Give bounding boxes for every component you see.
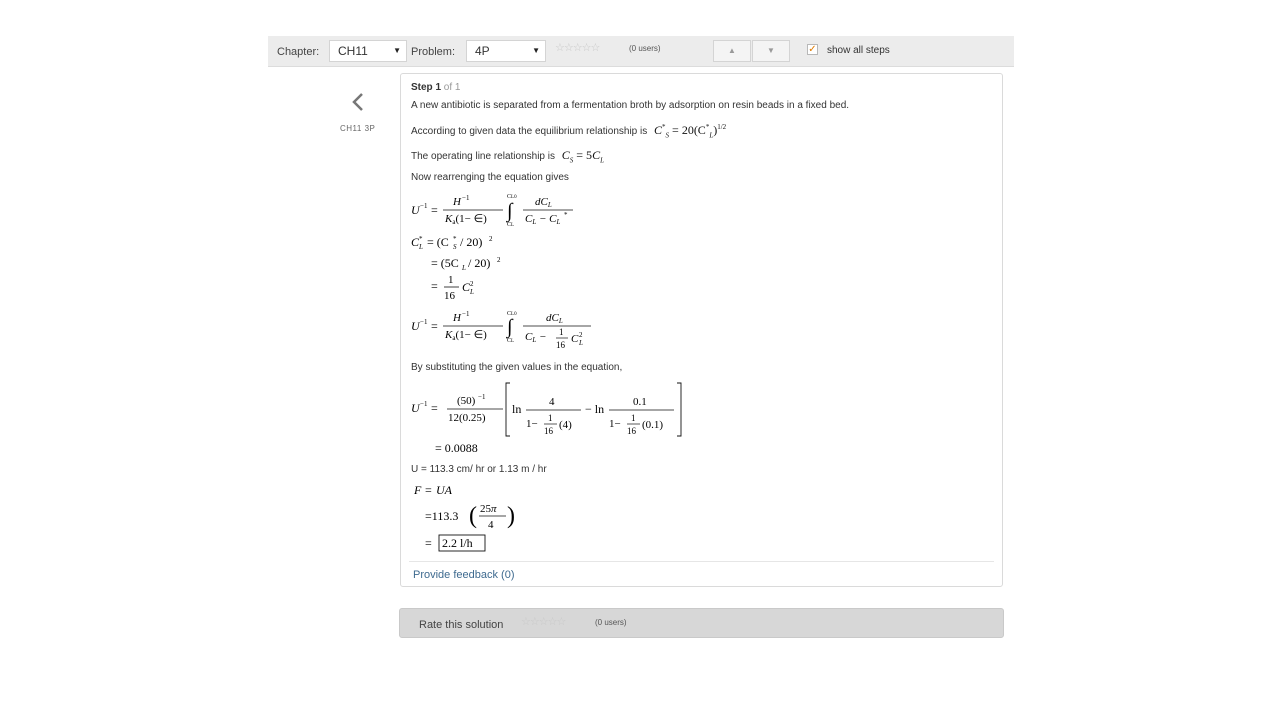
- svg-text:16: 16: [444, 290, 455, 302]
- svg-text:C: C: [411, 235, 420, 249]
- svg-text:L: L: [419, 243, 423, 251]
- step-text-equilibrium: [411, 123, 726, 139]
- solution-step-card: [400, 73, 1003, 587]
- svg-text:16: 16: [544, 426, 553, 436]
- svg-text:∫: ∫: [507, 200, 513, 222]
- svg-text:= (5C: = (5C: [431, 256, 459, 270]
- svg-text:Ka(1− ∈): Ka(1− ∈): [445, 329, 487, 342]
- step-count: of 1: [441, 82, 461, 93]
- svg-text:CL: CL: [507, 222, 515, 228]
- svg-text:=: =: [431, 203, 438, 217]
- svg-text:1: 1: [631, 413, 636, 423]
- svg-text:(4): (4): [559, 419, 572, 431]
- svg-text:(0.1): (0.1): [642, 419, 664, 431]
- svg-text:CL0: CL0: [507, 194, 517, 200]
- svg-text:(50): (50): [457, 395, 476, 407]
- rate-solution-bar: [399, 608, 1004, 638]
- step-number: Step 1: [411, 82, 442, 93]
- chapter-select-value: CH11: [338, 44, 368, 58]
- svg-text:16: 16: [627, 426, 636, 436]
- previous-problem-link[interactable]: CH11 3P: [340, 124, 376, 133]
- step-text-intro: A new antibiotic is separated from a fermentation broth by adsorption on resin beads in a fixed bed.: [411, 100, 850, 111]
- svg-text:4: 4: [549, 396, 555, 408]
- svg-text:ln: ln: [512, 402, 522, 416]
- svg-text:CL0: CL0: [507, 311, 517, 317]
- svg-text:U: U: [411, 401, 420, 415]
- checkmark-icon: ✓: [808, 44, 817, 55]
- problem-label: Problem:: [411, 46, 456, 58]
- svg-text:=: =: [425, 536, 432, 550]
- result-value: = 0.0088: [435, 441, 478, 455]
- svg-text:−1: −1: [420, 400, 428, 408]
- svg-text:CL −: CL −: [525, 331, 547, 344]
- svg-text:UA: UA: [436, 483, 452, 497]
- svg-text:(: (: [469, 503, 477, 529]
- chevron-left-icon[interactable]: [351, 92, 365, 112]
- solution-toolbar: [268, 36, 1014, 67]
- svg-text:=: =: [425, 483, 432, 497]
- svg-text:4: 4: [488, 519, 494, 531]
- svg-text:2: 2: [497, 256, 501, 264]
- svg-text:*: *: [419, 235, 423, 243]
- equation-flow-rate: [411, 480, 561, 554]
- equilibrium-text: According to given data the equilibrium relationship is: [411, 126, 648, 137]
- svg-text:H: H: [453, 196, 461, 208]
- chevron-down-icon: ▼: [532, 46, 540, 55]
- up-arrow-icon: ▲: [728, 46, 736, 55]
- show-all-steps-checkbox[interactable]: [807, 44, 818, 55]
- svg-text:2: 2: [489, 235, 493, 243]
- svg-text:=: =: [431, 319, 438, 333]
- svg-text:dCL: dCL: [546, 312, 563, 325]
- svg-text:1−: 1−: [609, 418, 621, 430]
- previous-step-button[interactable]: [713, 40, 751, 62]
- svg-text:∫: ∫: [507, 316, 513, 338]
- svg-text:1−: 1−: [526, 418, 538, 430]
- operating-line-equation: $C_S = 5C_L$: [561, 148, 604, 165]
- chevron-down-icon: ▼: [393, 46, 401, 55]
- svg-text:= (C: = (C: [427, 235, 449, 249]
- next-step-button[interactable]: [752, 40, 790, 62]
- rating-users-count: (0 users): [629, 44, 661, 53]
- star-rating-icon[interactable]: ☆☆☆☆☆: [521, 616, 566, 628]
- step-text-operating-line: [411, 148, 604, 164]
- equation-substitution: [411, 380, 701, 460]
- svg-text:12(0.25): 12(0.25): [448, 412, 486, 424]
- operating-line-text: The operating line relationship is: [411, 151, 555, 162]
- problem-select[interactable]: [466, 40, 546, 62]
- svg-text:−1: −1: [462, 194, 470, 202]
- svg-text:CL − CL: CL − CL: [525, 213, 561, 226]
- svg-text:L: L: [579, 339, 583, 347]
- svg-text:C: C: [462, 280, 471, 294]
- equation-integral-1: [411, 190, 611, 230]
- problem-select-value: 4P: [475, 44, 490, 58]
- svg-text:1: 1: [548, 413, 553, 423]
- svg-text:25π: 25π: [480, 503, 497, 515]
- svg-text:−1: −1: [420, 202, 428, 210]
- star-rating-icon[interactable]: ☆☆☆☆☆: [555, 42, 600, 54]
- svg-text:F: F: [414, 483, 422, 497]
- svg-text:*: *: [453, 235, 457, 243]
- svg-text:Ka(1− ∈): Ka(1− ∈): [445, 213, 487, 226]
- step-title: [411, 82, 460, 93]
- rating-users-count: (0 users): [595, 618, 627, 627]
- svg-text:S: S: [453, 243, 457, 251]
- show-all-steps-label[interactable]: show all steps: [827, 45, 890, 56]
- svg-text:U: U: [411, 203, 420, 217]
- svg-text:*: *: [564, 211, 568, 219]
- chapter-label: Chapter:: [277, 46, 320, 58]
- svg-text:−1: −1: [478, 393, 486, 401]
- svg-text:H: H: [453, 312, 461, 324]
- svg-text:−1: −1: [462, 310, 470, 318]
- svg-text:=: =: [431, 401, 438, 415]
- svg-text:1: 1: [448, 274, 454, 286]
- step-text-velocity: U = 113.3 cm/ hr or 1.13 m / hr: [411, 464, 547, 475]
- step-text-rearrange: Now rearrenging the equation gives: [411, 172, 569, 183]
- svg-text:2: 2: [579, 331, 583, 339]
- svg-text:0.1: 0.1: [633, 396, 647, 408]
- svg-text:CL: CL: [507, 338, 515, 344]
- svg-text:− ln: − ln: [585, 402, 605, 416]
- svg-text:L: L: [470, 288, 474, 296]
- provide-feedback-link[interactable]: Provide feedback (0): [413, 569, 515, 581]
- svg-text:=113.3: =113.3: [425, 509, 459, 523]
- svg-text:/ 20): / 20): [468, 256, 491, 270]
- svg-text:−1: −1: [420, 318, 428, 326]
- step-text-substituting: By substituting the given values in the equation,: [411, 362, 623, 373]
- svg-text:2: 2: [470, 280, 474, 288]
- final-answer: 2.2 l/h: [442, 536, 473, 550]
- svg-text:dCL: dCL: [535, 196, 552, 209]
- down-arrow-icon: ▼: [767, 46, 775, 55]
- svg-text:=: =: [431, 279, 438, 293]
- equation-integral-2: [411, 308, 611, 354]
- chapter-select[interactable]: [329, 40, 407, 62]
- rate-solution-label: Rate this solution: [419, 619, 504, 631]
- svg-text:16: 16: [556, 340, 565, 350]
- equilibrium-equation: $C^*_S = 20(C^*_L)^{1/2}$: [654, 123, 727, 140]
- svg-text:L: L: [462, 264, 466, 272]
- svg-text:U: U: [411, 319, 420, 333]
- equation-cl-star: [411, 234, 551, 306]
- svg-text:): ): [507, 503, 515, 529]
- svg-text:/ 20): / 20): [460, 235, 483, 249]
- svg-text:1: 1: [559, 327, 564, 337]
- svg-text:C: C: [571, 333, 579, 345]
- card-divider: [409, 561, 994, 562]
